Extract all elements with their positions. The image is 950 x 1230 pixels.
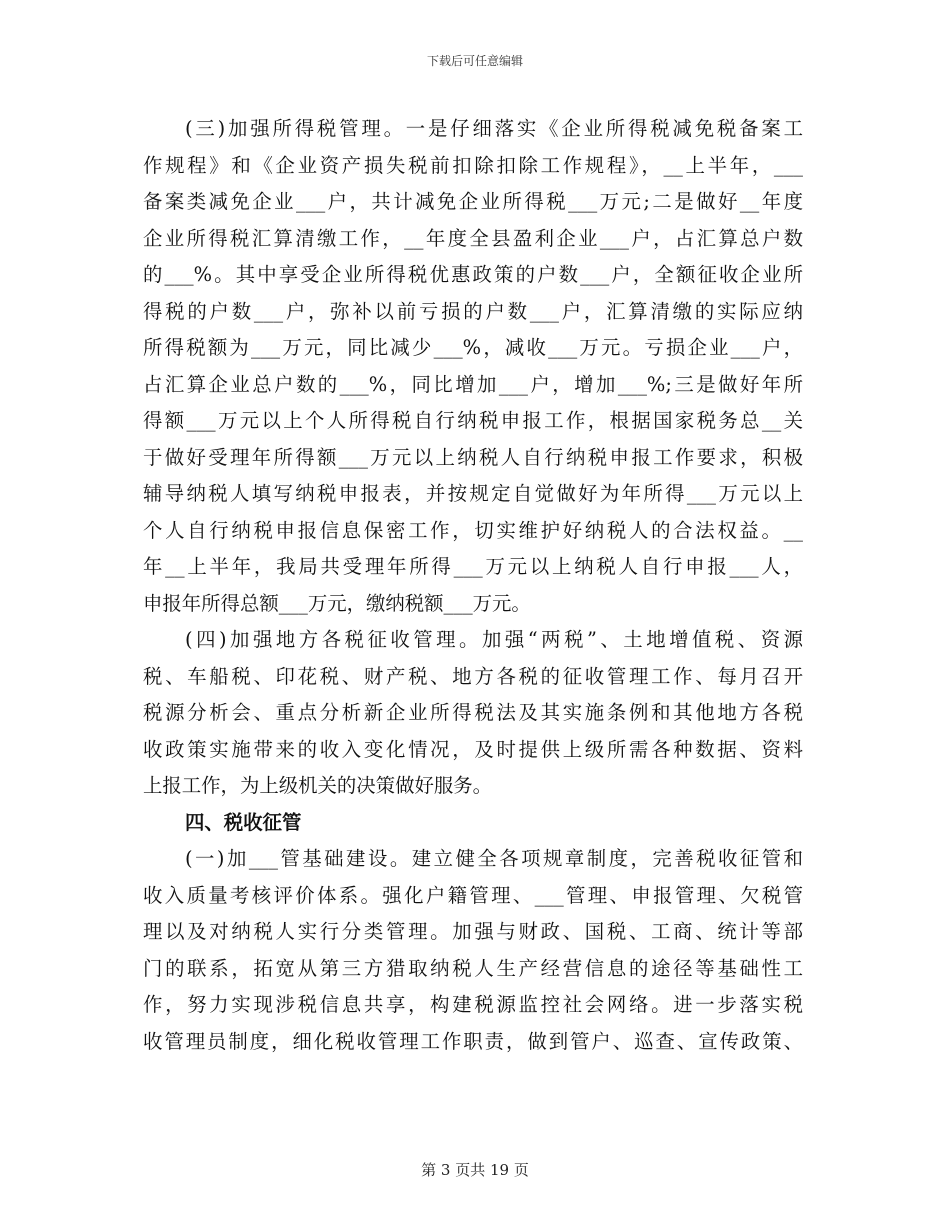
text-line: (一)加___管基础建设。建立健全各项规章制度，完善税收征管和 [185, 847, 803, 870]
text-line: 作，努力实现涉税信息共享，构建税源监控社会网络。进一步落实税 [143, 993, 803, 1016]
section-heading: 四、税收征管 [185, 810, 302, 834]
text-line: (三)加强所得税管理。一是仔细落实《企业所得税减免税备案工 [185, 117, 803, 140]
text-line: 上报工作，为上级机关的决策做好服务。 [143, 774, 493, 797]
text-line: 税源分析会、重点分析新企业所得税法及其实施条例和其他地方各税 [143, 701, 803, 724]
text-line: 辅导纳税人填写纳税申报表，并按规定自觉做好为年所得___万元以上 [143, 482, 803, 505]
text-line: 占汇算企业总户数的___%，同比增加___户，增加___%;三是做好年所 [143, 372, 803, 396]
text-line: 备案类减免企业___户，共计减免企业所得税___万元;二是做好__年度 [143, 190, 803, 213]
text-line: (四)加强地方各税征收管理。加强“两税”、土地增值税、资源 [185, 628, 803, 651]
text-line: 门的联系，拓宽从第三方猎取纳税人生产经营信息的途径等基础性工 [143, 956, 803, 980]
header-note: 下载后可任意编辑 [426, 54, 523, 68]
text-line: 收管理员制度，细化税收管理工作职责，做到管户、巡查、宣传政策、 [143, 1029, 803, 1053]
text-line: 得额___万元以上个人所得税自行纳税申报工作，根据国家税务总__关 [143, 409, 803, 432]
text-line: 的___%。其中享受企业所得税优惠政策的户数___户，全额征收企业所 [143, 263, 803, 286]
paragraph-local-tax-collection [143, 622, 803, 805]
paragraph-income-tax-management [143, 111, 803, 622]
paragraph-collection-infrastructure [143, 841, 803, 1060]
text-line: 年__上半年，我局共受理年所得___万元以上纳税人自行申报___人， [143, 555, 803, 578]
text-line: 所得税额为___万元，同比减少___%，减收___万元。亏损企业___户， [143, 336, 803, 359]
text-line: 申报年所得总额___万元，缴纳税额___万元。 [143, 591, 531, 615]
text-line: 收入质量考核评价体系。强化户籍管理、___管理、申报管理、欠税管 [143, 883, 803, 907]
text-line: 作规程》和《企业资产损失税前扣除扣除工作规程》，__上半年，___ [143, 153, 803, 177]
text-line: 于做好受理年所得额___万元以上纳税人自行纳税申报工作要求，积极 [143, 445, 803, 469]
text-line: 理以及对纳税人实行分类管理。加强与财政、国税、工商、统计等部 [143, 920, 803, 943]
page-number-footer: 第 3 页共 19 页 [421, 1161, 529, 1179]
text-line: 收政策实施带来的收入变化情况，及时提供上级所需各种数据、资料 [143, 737, 803, 761]
text-line: 企业所得税汇算清缴工作，__年度全县盈利企业___户，占汇算总户数 [143, 226, 803, 250]
text-line: 个人自行纳税申报信息保密工作，切实维护好纳税人的合法权益。__ [143, 518, 803, 542]
text-line: 得税的户数___户，弥补以前亏损的户数___户，汇算清缴的实际应纳 [143, 299, 803, 323]
document-body [143, 111, 803, 1060]
text-line: 税、车船税、印花税、财产税、地方各税的征收管理工作、每月召开 [143, 664, 803, 688]
